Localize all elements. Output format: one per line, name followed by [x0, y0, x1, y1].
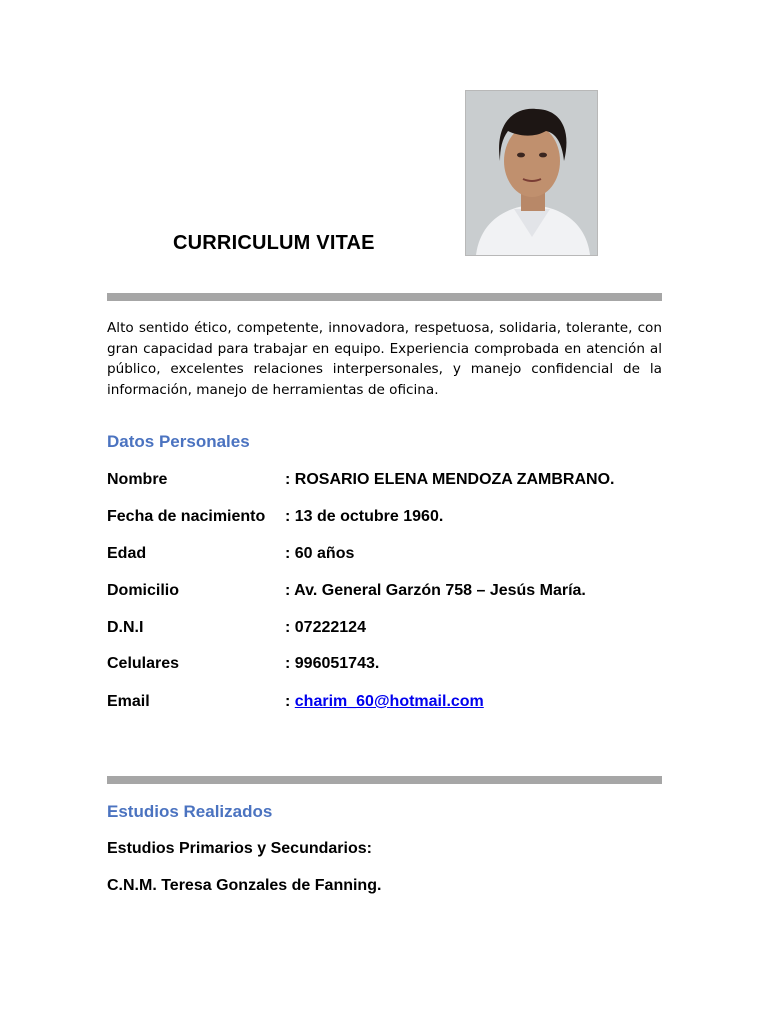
field-label: Fecha de nacimiento — [107, 508, 266, 525]
email-prefix: : — [285, 693, 295, 710]
studies-heading: Estudios Realizados — [107, 802, 273, 821]
profile-photo — [466, 91, 597, 255]
document-title: CURRICULUM VITAE — [173, 232, 375, 254]
field-value: : 13 de octubre 1960. — [285, 508, 444, 525]
field-value: : 60 años — [285, 545, 355, 562]
personal-data-heading: Datos Personales — [107, 432, 250, 451]
field-label: Nombre — [107, 471, 168, 488]
school-name: C.N.M. Teresa Gonzales de Fanning. — [107, 877, 382, 894]
section-divider — [107, 293, 662, 301]
field-value: : 07222124 — [285, 619, 366, 636]
profile-summary: Alto sentido ético, competente, innovadora, respetuosa, solidaria, tolerante, con gran capacidad para trabajar en equipo. Experiencia comprobada en atención al público, excelentes relaciones interpersonales, y manejo confidencial de la información, manejo de herramientas de oficina. — [107, 320, 662, 398]
field-label: Celulares — [107, 655, 180, 672]
section-divider — [107, 776, 662, 784]
field-label: Email — [107, 693, 150, 710]
field-value: : 996051743. — [285, 655, 380, 672]
field-value: : Av. General Garzón 758 – Jesús María. — [285, 582, 586, 599]
studies-subheading: Estudios Primarios y Secundarios: — [107, 840, 372, 857]
field-label: D.N.I — [107, 619, 144, 636]
field-label: Edad — [107, 545, 147, 562]
portrait-image — [466, 91, 597, 255]
field-label: Domicilio — [107, 582, 180, 599]
field-value — [285, 693, 484, 711]
email-link[interactable]: charim_60@hotmail.com — [294, 693, 484, 710]
field-value: : ROSARIO ELENA MENDOZA ZAMBRANO. — [285, 471, 615, 488]
